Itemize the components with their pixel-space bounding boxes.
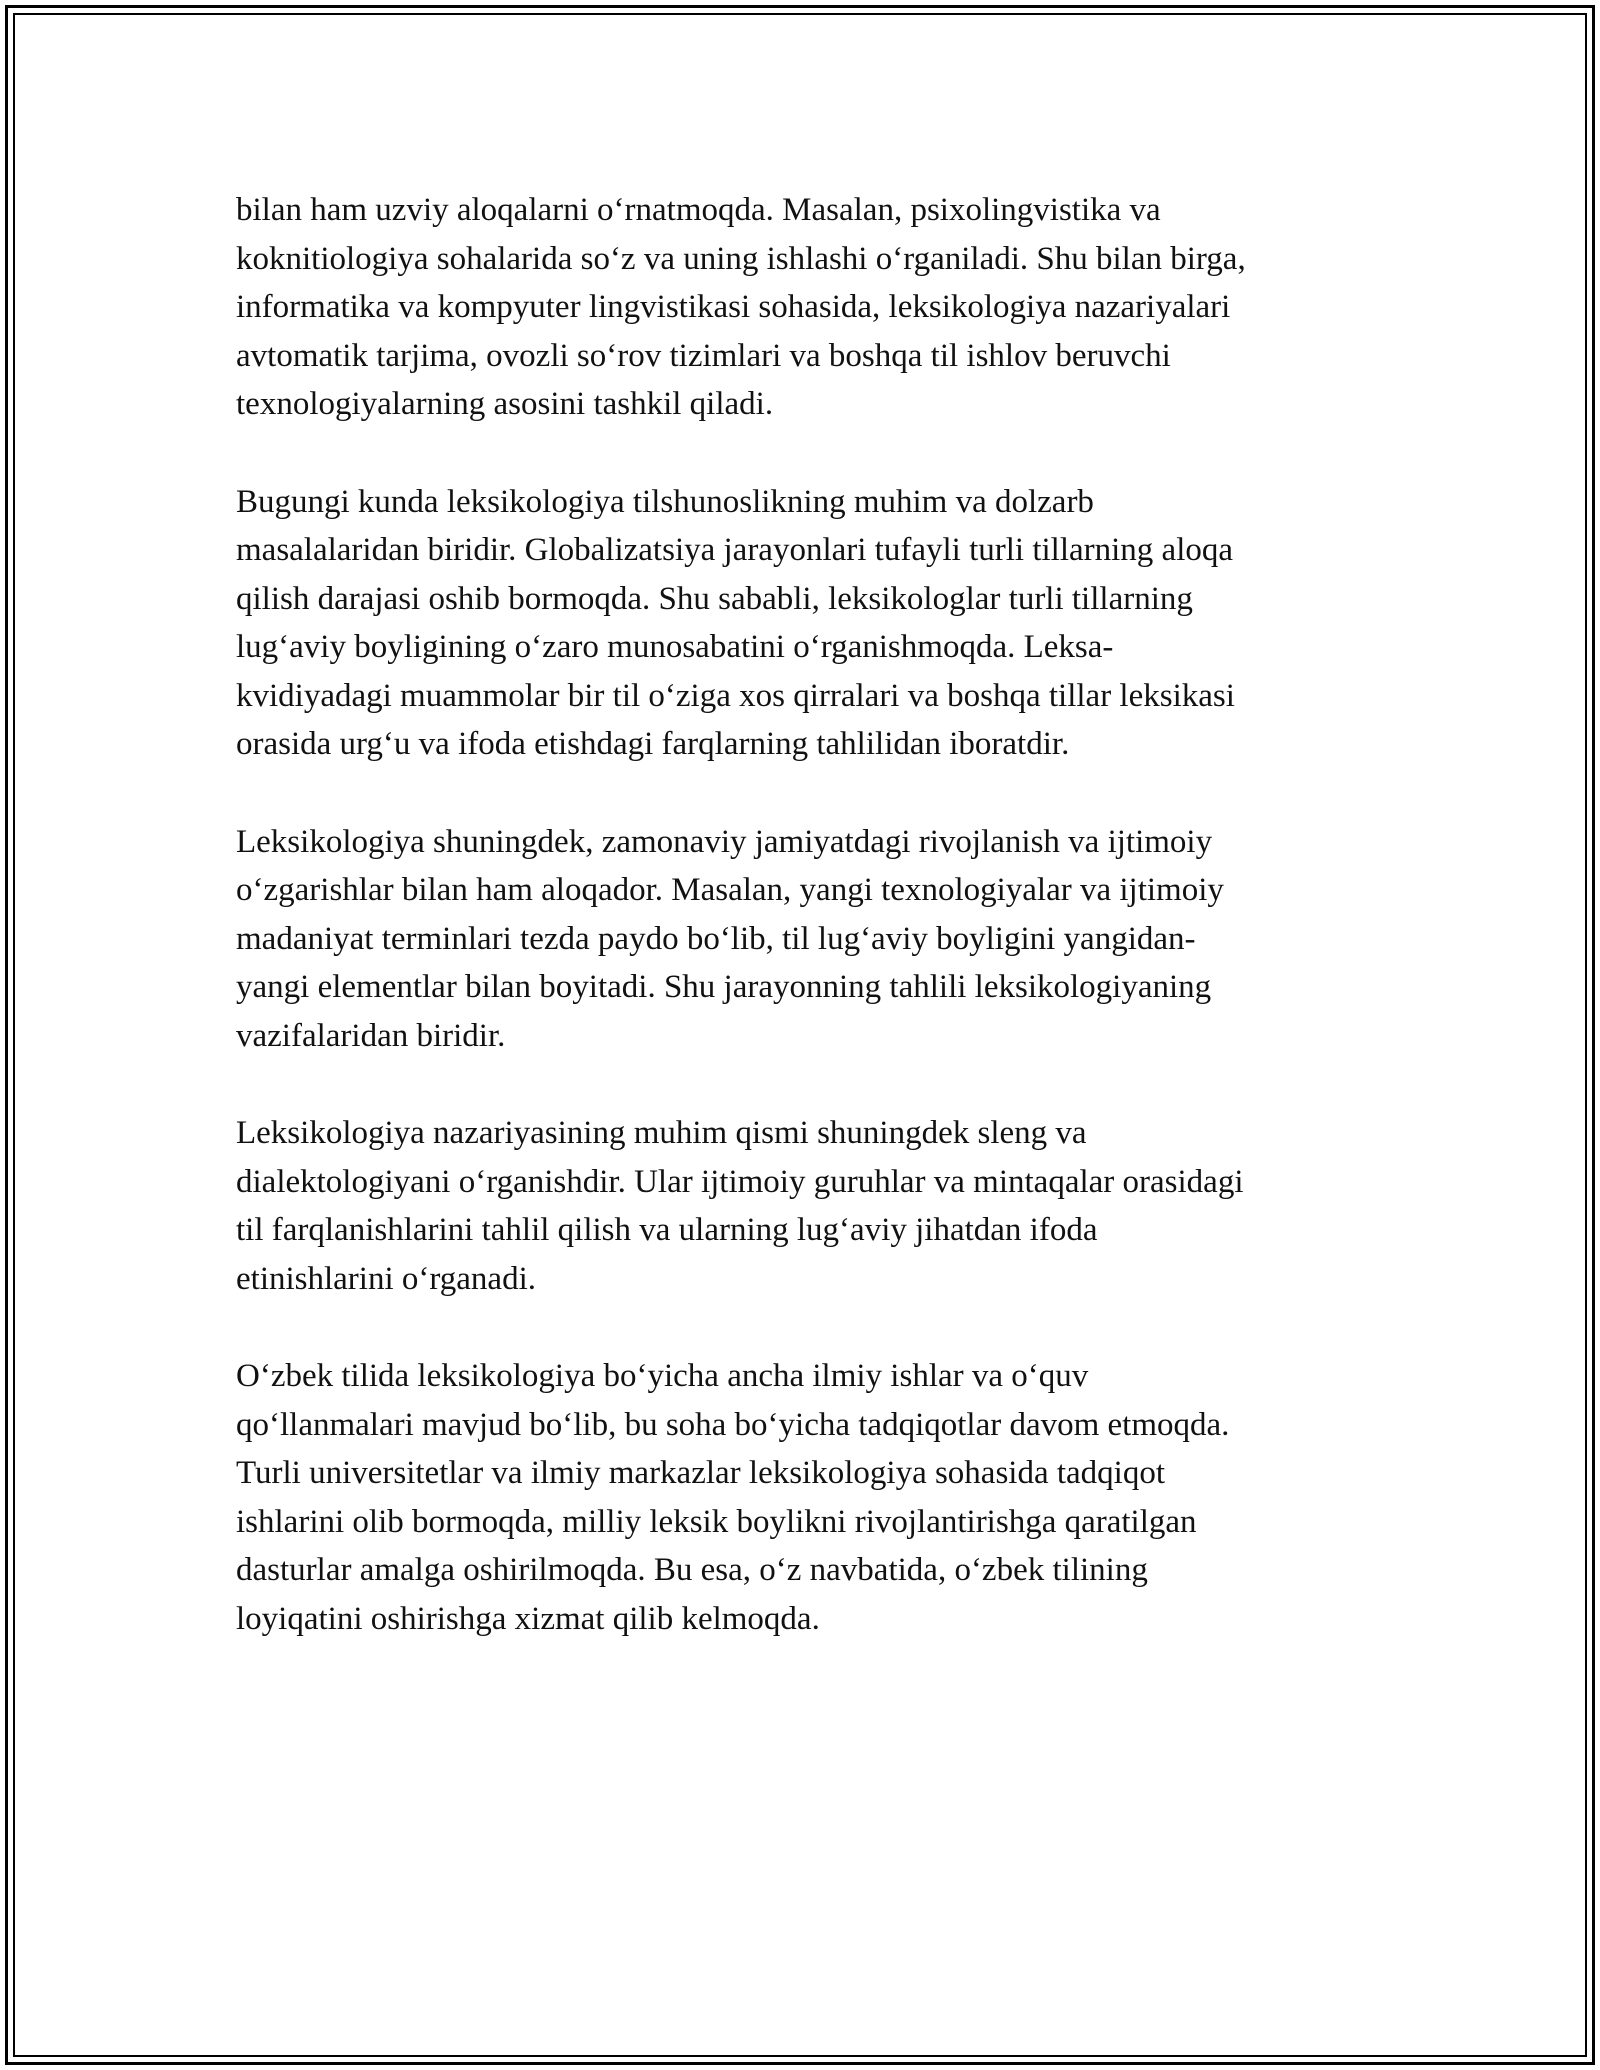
text-line: texnologiyalarning asosini tashkil qiladi. bbox=[236, 386, 774, 422]
text-line: etinishlarini o‘rganadi. bbox=[236, 1260, 536, 1297]
text-line: kvidiyadagi muammolar bir til o‘ziga xos qirralari va boshqa tillar leksikasi bbox=[236, 677, 1235, 714]
paragraph-5 bbox=[236, 1352, 1406, 1643]
document-body bbox=[236, 186, 1406, 1692]
text-line: loyiqatini oshirishga xizmat qilib kelmoqda. bbox=[236, 1600, 820, 1637]
text-line: Bugungi kunda leksikologiya tilshunoslikning muhim va dolzarb bbox=[236, 483, 1094, 520]
text-line: yangi elementlar bilan boyitadi. Shu jarayonning tahlili leksikologiyaning bbox=[236, 969, 1212, 1005]
text-line: bilan ham uzviy aloqalarni o‘rnatmoqda. Masalan, psixolingvistika va bbox=[236, 192, 1161, 228]
text-line: informatika va kompyuter lingvistikasi sohasida, leksikologiya nazariyalari bbox=[236, 289, 1231, 325]
text-line: dasturlar amalga oshirilmoqda. Bu esa, o‘z navbatida, o‘zbek tilining bbox=[236, 1552, 1148, 1588]
text-line: o‘zgarishlar bilan ham aloqador. Masalan, yangi texnologiyalar va ijtimoiy bbox=[236, 872, 1224, 908]
text-line: Turli universitetlar va ilmiy markazlar leksikologiya sohasida tadqiqot bbox=[236, 1455, 1166, 1491]
text-line: Leksikologiya shuningdek, zamonaviy jamiyatdagi rivojlanish va ijtimoiy bbox=[236, 823, 1213, 860]
text-line: avtomatik tarjima, ovozli so‘rov tizimlari va boshqa til ishlov beruvchi bbox=[236, 337, 1171, 374]
text-line: dialektologiyani o‘rganishdir. Ular ijtimoiy guruhlar va mintaqalar orasidagi bbox=[236, 1163, 1244, 1200]
paragraph-2 bbox=[236, 478, 1406, 769]
paragraph-1 bbox=[236, 186, 1406, 429]
paragraph-4 bbox=[236, 1109, 1406, 1303]
text-line: Leksikologiya nazariyasining muhim qismi shuningdek sleng va bbox=[236, 1115, 1087, 1151]
text-line: madaniyat terminlari tezda paydo bo‘lib, til lug‘aviy boyligini yangidan- bbox=[236, 920, 1196, 957]
paragraph-3 bbox=[236, 818, 1406, 1061]
text-line: orasida urg‘u va ifoda etishdagi farqlarning tahlilidan iboratdir. bbox=[236, 726, 1070, 762]
text-line: O‘zbek tilida leksikologiya bo‘yicha ancha ilmiy ishlar va o‘quv bbox=[236, 1358, 1089, 1394]
text-line: masalalaridan biridir. Globalizatsiya jarayonlari tufayli turli tillarning aloqa bbox=[236, 532, 1234, 568]
text-line: qilish darajasi oshib bormoqda. Shu sababli, leksikologlar turli tillarning bbox=[236, 580, 1193, 617]
text-line: til farqlanishlarini tahlil qilish va ularning lug‘aviy jihatdan ifoda bbox=[236, 1212, 1098, 1248]
text-line: lug‘aviy boyligining o‘zaro munosabatini o‘rganishmoqda. Leksa- bbox=[236, 629, 1114, 665]
text-line: qo‘llanmalari mavjud bo‘lib, bu soha bo‘yicha tadqiqotlar davom etmoqda. bbox=[236, 1406, 1230, 1443]
text-line: vazifalaridan biridir. bbox=[236, 1017, 506, 1054]
text-line: ishlarini olib bormoqda, milliy leksik boylikni rivojlantirishga qaratilgan bbox=[236, 1503, 1197, 1540]
text-line: koknitiologiya sohalarida so‘z va uning ishlashi o‘rganiladi. Shu bilan birga, bbox=[236, 240, 1246, 277]
